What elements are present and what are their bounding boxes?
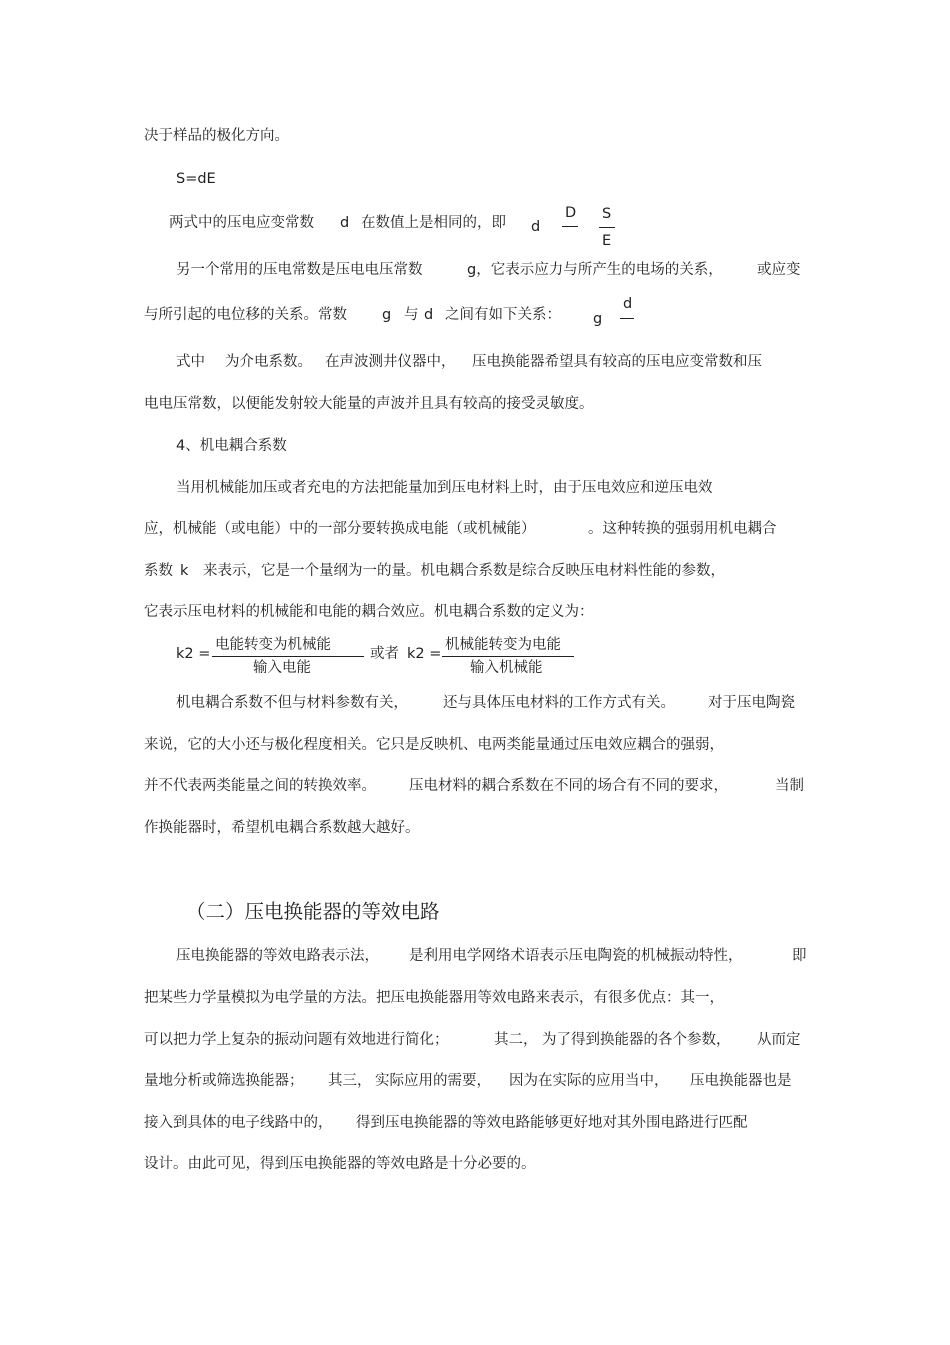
paragraph-line: 应，机械能（或电能）中的一部分要转换成电能（或机械能） bbox=[144, 521, 536, 537]
paragraph-line: g，它表示应力与所产生的电场的关系， bbox=[467, 262, 723, 278]
paragraph-line: 从而定 bbox=[757, 1032, 801, 1048]
paragraph-line: 可以把力学上复杂的振动问题有效地进行简化； bbox=[144, 1032, 449, 1048]
fraction-numerator: D bbox=[565, 205, 577, 221]
fraction-denominator: 输入电能 bbox=[253, 660, 311, 676]
paragraph-line: 对于压电陶瓷 bbox=[708, 695, 795, 711]
section-heading: 4、机电耦合系数 bbox=[176, 438, 287, 454]
paragraph-line: 为了得到换能器的各个参数， bbox=[542, 1032, 731, 1048]
paragraph-line: 机电耦合系数不但与材料参数有关， bbox=[176, 695, 408, 711]
paragraph-line: 压电换能器希望具有较高的压电应变常数和压 bbox=[472, 354, 762, 370]
paragraph-line: 来说，它的大小还与极化程度相关。它只是反映机、电两类能量通过压电效应耦合的强弱， bbox=[144, 737, 724, 753]
fraction-numerator: 电能转变为机械能 bbox=[215, 637, 331, 653]
paragraph-line: 或应变 bbox=[757, 262, 801, 278]
paragraph-line: 作换能器时，希望机电耦合系数越大越好。 bbox=[144, 820, 420, 836]
paragraph-line: 电电压常数，以便能发射较大能量的声波并且具有较高的接受灵敏度。 bbox=[144, 396, 594, 412]
equation-s-de: S=dE bbox=[176, 171, 216, 187]
paragraph-line: 之间有如下关系： bbox=[445, 307, 561, 323]
equation-lhs: k2 = bbox=[176, 646, 211, 662]
paragraph-line: 其二， bbox=[494, 1032, 538, 1048]
paragraph-line: 把某些力学量模拟为电学量的方法。把压电换能器用等效电路来表示，有很多优点：其一， bbox=[144, 990, 724, 1006]
paragraph-line: 并不代表两类能量之间的转换效率。 bbox=[144, 778, 376, 794]
fraction-bar bbox=[562, 226, 578, 227]
paragraph-line: 式中 bbox=[176, 354, 205, 370]
paragraph-line: 它表示压电材料的机械能和电能的耦合效应。机电耦合系数的定义为： bbox=[144, 604, 594, 620]
paragraph-line: 设计。由此可见，得到压电换能器的等效电路是十分必要的。 bbox=[144, 1156, 536, 1172]
paragraph-line: 系数 bbox=[144, 563, 173, 579]
paragraph-line: 压电材料的耦合系数在不同的场合有不同的要求， bbox=[409, 778, 728, 794]
paragraph-line: 实际应用的需要， bbox=[375, 1073, 491, 1089]
paragraph-line: 其三， bbox=[328, 1073, 372, 1089]
paragraph-line: 接入到具体的电子线路中的， bbox=[144, 1115, 333, 1131]
symbol-d: d bbox=[424, 307, 434, 323]
paragraph-line: 是利用电学网络术语表示压电陶瓷的机械振动特性， bbox=[409, 948, 743, 964]
fraction-numerator: S bbox=[602, 206, 612, 222]
symbol-g: g bbox=[593, 311, 603, 327]
equation-lhs: k2 = bbox=[407, 646, 442, 662]
symbol-d: d bbox=[340, 215, 350, 231]
paragraph-line: 与 bbox=[404, 307, 419, 323]
symbol-g: g bbox=[382, 307, 392, 323]
paragraph-line: 与所引起的电位移的关系。常数 bbox=[144, 307, 347, 323]
paragraph-line: 来表示，它是一个量纲为一的量。机电耦合系数是综合反映压电材料性能的参数， bbox=[203, 563, 725, 579]
fraction-denominator: 输入机械能 bbox=[470, 660, 543, 676]
paragraph-line: 。这种转换的强弱用机电耦合 bbox=[588, 521, 777, 537]
paragraph-line: 为介电系数。 bbox=[225, 354, 312, 370]
paragraph-line: 另一个常用的压电常数是压电电压常数 bbox=[176, 262, 423, 278]
paragraph-line: 当用机械能加压或者充电的方法把能量加到压电材料上时，由于压电效应和逆压电效 bbox=[176, 480, 713, 496]
paragraph-line: 当制 bbox=[775, 778, 804, 794]
paragraph-line: 得到压电换能器的等效电路能够更好地对其外围电路进行匹配 bbox=[356, 1115, 748, 1131]
fraction-bar bbox=[620, 318, 634, 319]
fraction-numerator: d bbox=[623, 296, 633, 312]
symbol-k: k bbox=[180, 563, 189, 579]
paragraph-line: 即 bbox=[792, 948, 807, 964]
fraction-bar bbox=[442, 656, 574, 657]
section-heading: （二）压电换能器的等效电路 bbox=[186, 900, 440, 923]
symbol-d: d bbox=[531, 219, 541, 235]
paragraph-line: 压电换能器的等效电路表示法， bbox=[176, 948, 379, 964]
paragraph-line: 还与具体压电材料的工作方式有关。 bbox=[443, 695, 675, 711]
fraction-bar bbox=[212, 656, 364, 657]
paragraph-line: 在声波测井仪器中， bbox=[325, 354, 456, 370]
fraction-denominator: E bbox=[602, 233, 612, 249]
paragraph-line: 压电换能器也是 bbox=[690, 1073, 792, 1089]
paragraph-line: 两式中的压电应变常数 bbox=[169, 215, 314, 231]
fraction-numerator: 机械能转变为电能 bbox=[445, 637, 561, 653]
paragraph-line: 决于样品的极化方向。 bbox=[144, 128, 289, 144]
paragraph-line: 量地分析或筛选换能器； bbox=[144, 1073, 304, 1089]
paragraph-line: 因为在实际的应用当中， bbox=[509, 1073, 669, 1089]
paragraph-line: 在数值上是相同的，即 bbox=[361, 215, 506, 231]
paragraph-line: 或者 bbox=[370, 646, 399, 662]
fraction-bar bbox=[599, 227, 615, 228]
